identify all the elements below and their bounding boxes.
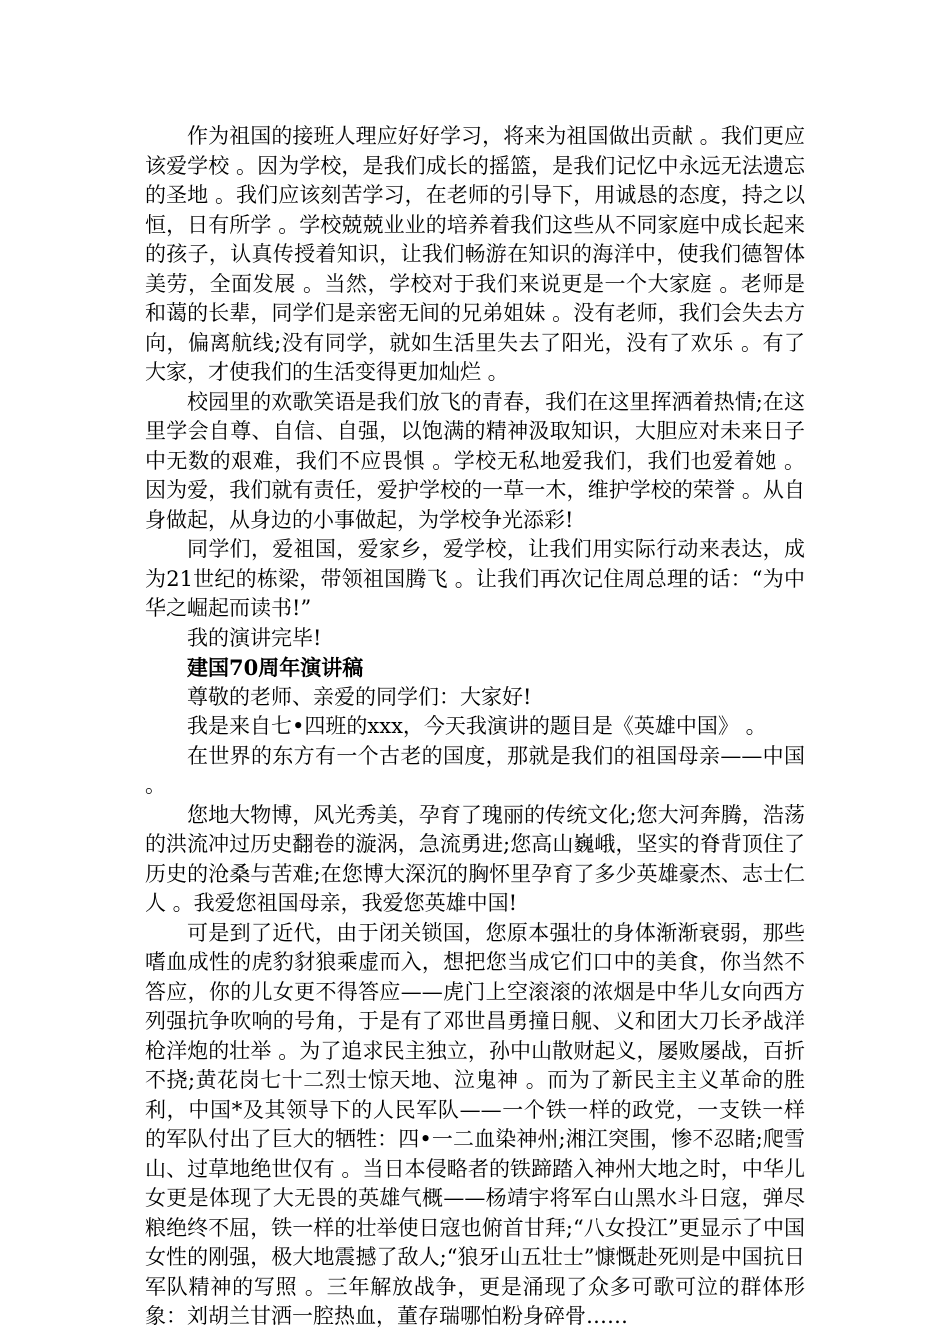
section-heading: 建国70周年演讲稿 bbox=[187, 655, 364, 680]
paragraph-ancient-nation: 在世界的东方有一个古老的国度，那就是我们的祖国母亲——中国 。 bbox=[145, 743, 805, 797]
paragraph-call-to-action: 同学们，爱祖国，爱家乡，爱学校，让我们用实际行动来表达，成为21世纪的栋梁，带领祖国腾飞 。让我们再次记住周总理的话：“为中华之崛起而读书!” bbox=[145, 537, 805, 620]
paragraph-closing: 我的演讲完毕! bbox=[187, 625, 322, 650]
paragraph-campus-youth: 校园里的欢歌笑语是我们放飞的青春，我们在这里挥洒着热情;在这里学会自尊、自信、自强，以饱满的精神汲取知识，大胆应对未来日子中无数的艰难，我们不应畏惧 。学校无私地爱我们，我们也爱着她 。因为爱，我们就有责任，爱护学校的一草一木，维护学校的荣誉 。从自身做起，从身边的小事做起，为学校争光添彩! bbox=[145, 389, 805, 532]
paragraph-introduction: 我是来自七•四班的xxx，今天我演讲的题目是《英雄中国》 。 bbox=[187, 714, 767, 738]
paragraph-love-school: 作为祖国的接班人理应好好学习，将来为祖国做出贡献 。我们更应该爱学校 。因为学校，是我们成长的摇篮，是我们记忆中永远无法遗忘的圣地 。我们应该刻苦学习，在老师的引导下，用诚恳的态度，持之以恒，日有所学 。学校兢兢业业的培养着我们这些从不同家庭中成长起来的孩子，认真传授着知识，让我们畅游在知识的海洋中，使我们德智体美劳，全面发展 。当然，学校对于我们来说更是一个大家庭 。老师是和蔼的长辈，同学们是亲密无间的兄弟姐妹 。没有老师，我们会失去方向，偏离航线;没有同学，就如生活里失去了阳光，没有了欢乐 。有了大家，才使我们的生活变得更加灿烂 。 bbox=[145, 124, 805, 384]
document-page bbox=[145, 122, 805, 1332]
paragraph-motherland-praise: 您地大物博，风光秀美，孕育了瑰丽的传统文化;您大河奔腾，浩荡的洪流冲过历史翻卷的漩涡，急流勇进;您高山巍峨，坚实的脊背顶住了历史的沧桑与苦难;在您博大深沉的胸怀里孕育了多少英雄豪杰、志士仁人 。我爱您祖国母亲，我爱您英雄中国! bbox=[145, 802, 805, 915]
paragraph-modern-history: 可是到了近代，由于闭关锁国，您原本强壮的身体渐渐衰弱，那些嗜血成性的虎豹豺狼乘虚而入，想把您当成它们口中的美食，你当然不答应，你的儿女更不得答应——虎门上空滚滚的浓烟是中华儿女向西方列强抗争吹响的号角，于是有了邓世昌勇撞日舰、义和团大刀长矛战洋枪洋炮的壮举 。为了追求民主独立，孙中山散财起义，屡败屡战，百折不挠;黄花岗七十二烈士惊天地、泣鬼神 。而为了新民主主义革命的胜利，中国*及其领导下的人民军队——一个铁一样的政党，一支铁一样的军队付出了巨大的牺牲：四•一二血染神州;湘江突围，惨不忍睹;爬雪山、过草地绝世仅有 。当日本侵略者的铁蹄踏入神州大地之时，中华儿女更是体现了大无畏的英雄气概——杨靖宇将军白山黑水斗日寇，弹尽粮绝终不屈，铁一样的壮举使日寇也俯首甘拜;“八女投江”更显示了中国女性的刚强，极大地震撼了敌人;“狼牙山五壮士”慷慨赴死则是中国抗日军队精神的写照 。三年解放战争，更是涌现了众多可歌可泣的群体形象：刘胡兰甘洒一腔热血，董存瑞哪怕粉身碎骨…… bbox=[145, 920, 805, 1328]
paragraph-greeting: 尊敬的老师、亲爱的同学们：大家好! bbox=[187, 684, 532, 709]
